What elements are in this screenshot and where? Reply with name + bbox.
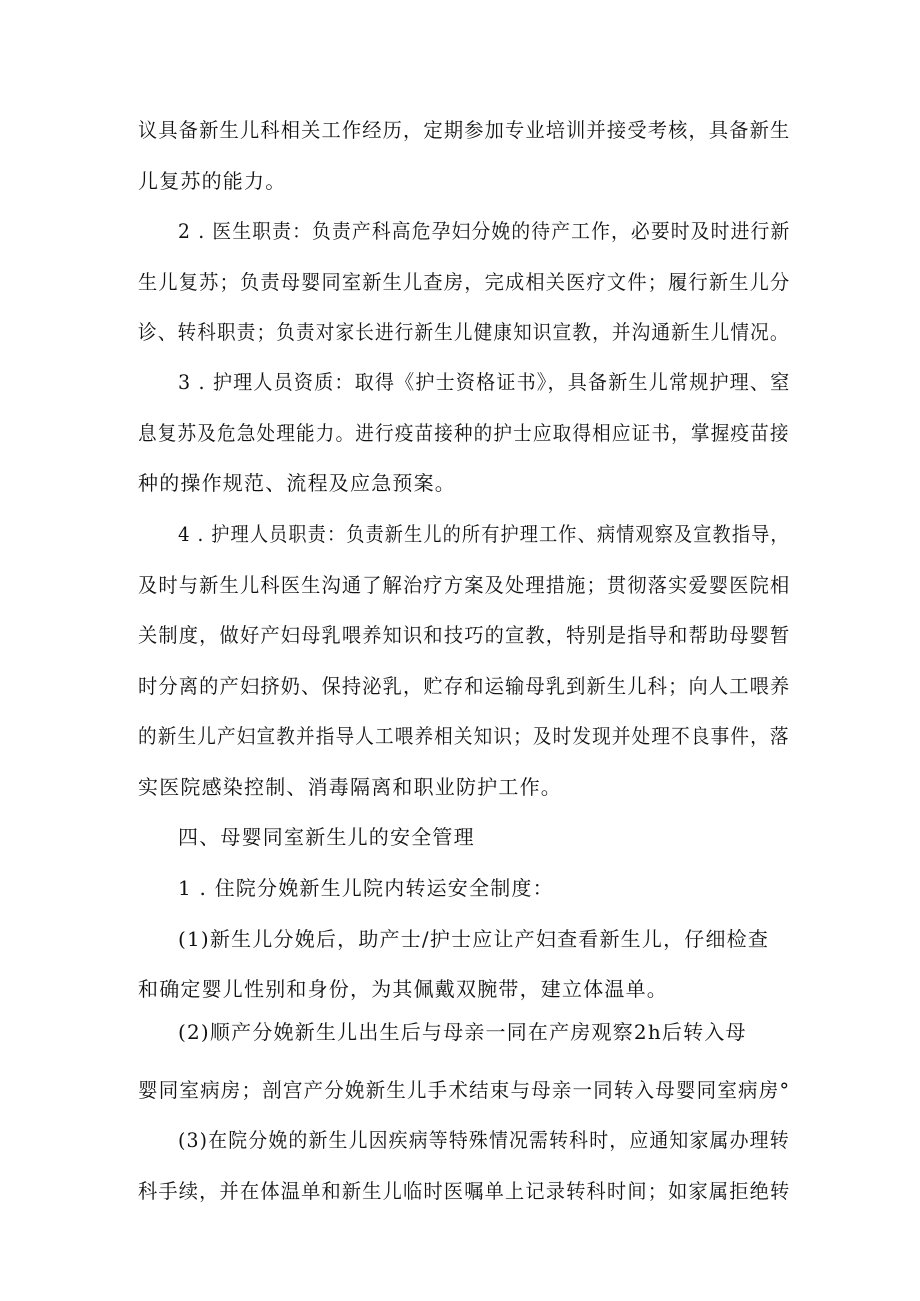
body-text-line: 生儿复苏；负责母婴同室新生儿查房，完成相关医疗文件；履行新生儿分 xyxy=(138,270,791,294)
section-item-4-line: 4 . 护理人员职责：负责新生儿的所有护理工作、病情观察及宣教指导， xyxy=(178,522,790,546)
body-text-line: 儿复苏的能力。 xyxy=(138,169,287,193)
section-heading: 四、母婴同室新生儿的安全管理 xyxy=(178,825,475,849)
list-item-2-line: (2)顺产分娩新生儿出生后与母亲一同在产房观察2h后转入母 xyxy=(178,1020,747,1044)
body-text-line: 诊、转科职责；负责对家长进行新生儿健康知识宣教，并沟通新生儿情况。 xyxy=(138,320,790,344)
list-item-1-line: (1)新生儿分娩后，助产士/护士应让产妇查看新生儿，仔细检查 xyxy=(178,927,770,951)
body-text-line: 科手续，并在体温单和新生儿临时医嘱单上记录转科时间；如家属拒绝转 xyxy=(138,1179,791,1203)
body-text-line: 的新生儿产妇宣教并指导人工喂养相关知识；及时发现并处理不良事件，落 xyxy=(138,724,790,748)
subsection-heading: 1 . 住院分娩新生儿院内转运安全制度： xyxy=(178,876,554,900)
body-text-line: 婴同室病房；剖宫产分娩新生儿手术结束与母亲一同转入母婴同室病房° xyxy=(138,1078,791,1102)
body-text-line: 关制度，做好产妇母乳喂养知识和技巧的宣教，特别是指导和帮助母婴暂 xyxy=(138,623,791,647)
body-text-line: 时分离的产妇挤奶、保持泌乳，贮存和运输母乳到新生儿科；向人工喂养 xyxy=(138,674,791,698)
body-text-line: 种的操作规范、流程及应急预案。 xyxy=(138,471,456,495)
body-text-line: 实医院感染控制、消毒隔离和职业防护工作。 xyxy=(138,775,562,799)
body-text-line: 及时与新生儿科医生沟通了解治疗方案及处理措施；贯彻落实爱婴医院相 xyxy=(138,573,791,597)
section-item-2-line: 2 . 医生职责：负责产科高危孕妇分娩的待产工作，必要时及时进行新 xyxy=(178,219,791,243)
body-text-line: 息复苏及危急处理能力。进行疫苗接种的护士应取得相应证书，掌握疫苗接 xyxy=(138,421,790,445)
body-text-line: 和确定婴儿性别和身份，为其佩戴双腕带，建立体温单。 xyxy=(138,977,668,1001)
list-item-3-line: (3)在院分娩的新生儿因疾病等特殊情况需转科时，应通知家属办理转 xyxy=(178,1128,790,1152)
section-item-3-line: 3 . 护理人员资质：取得《护士资格证书》，具备新生儿常规护理、窒 xyxy=(178,370,791,394)
body-text-line: 议具备新生儿科相关工作经历，定期参加专业培训并接受考核，具备新生 xyxy=(138,118,791,142)
